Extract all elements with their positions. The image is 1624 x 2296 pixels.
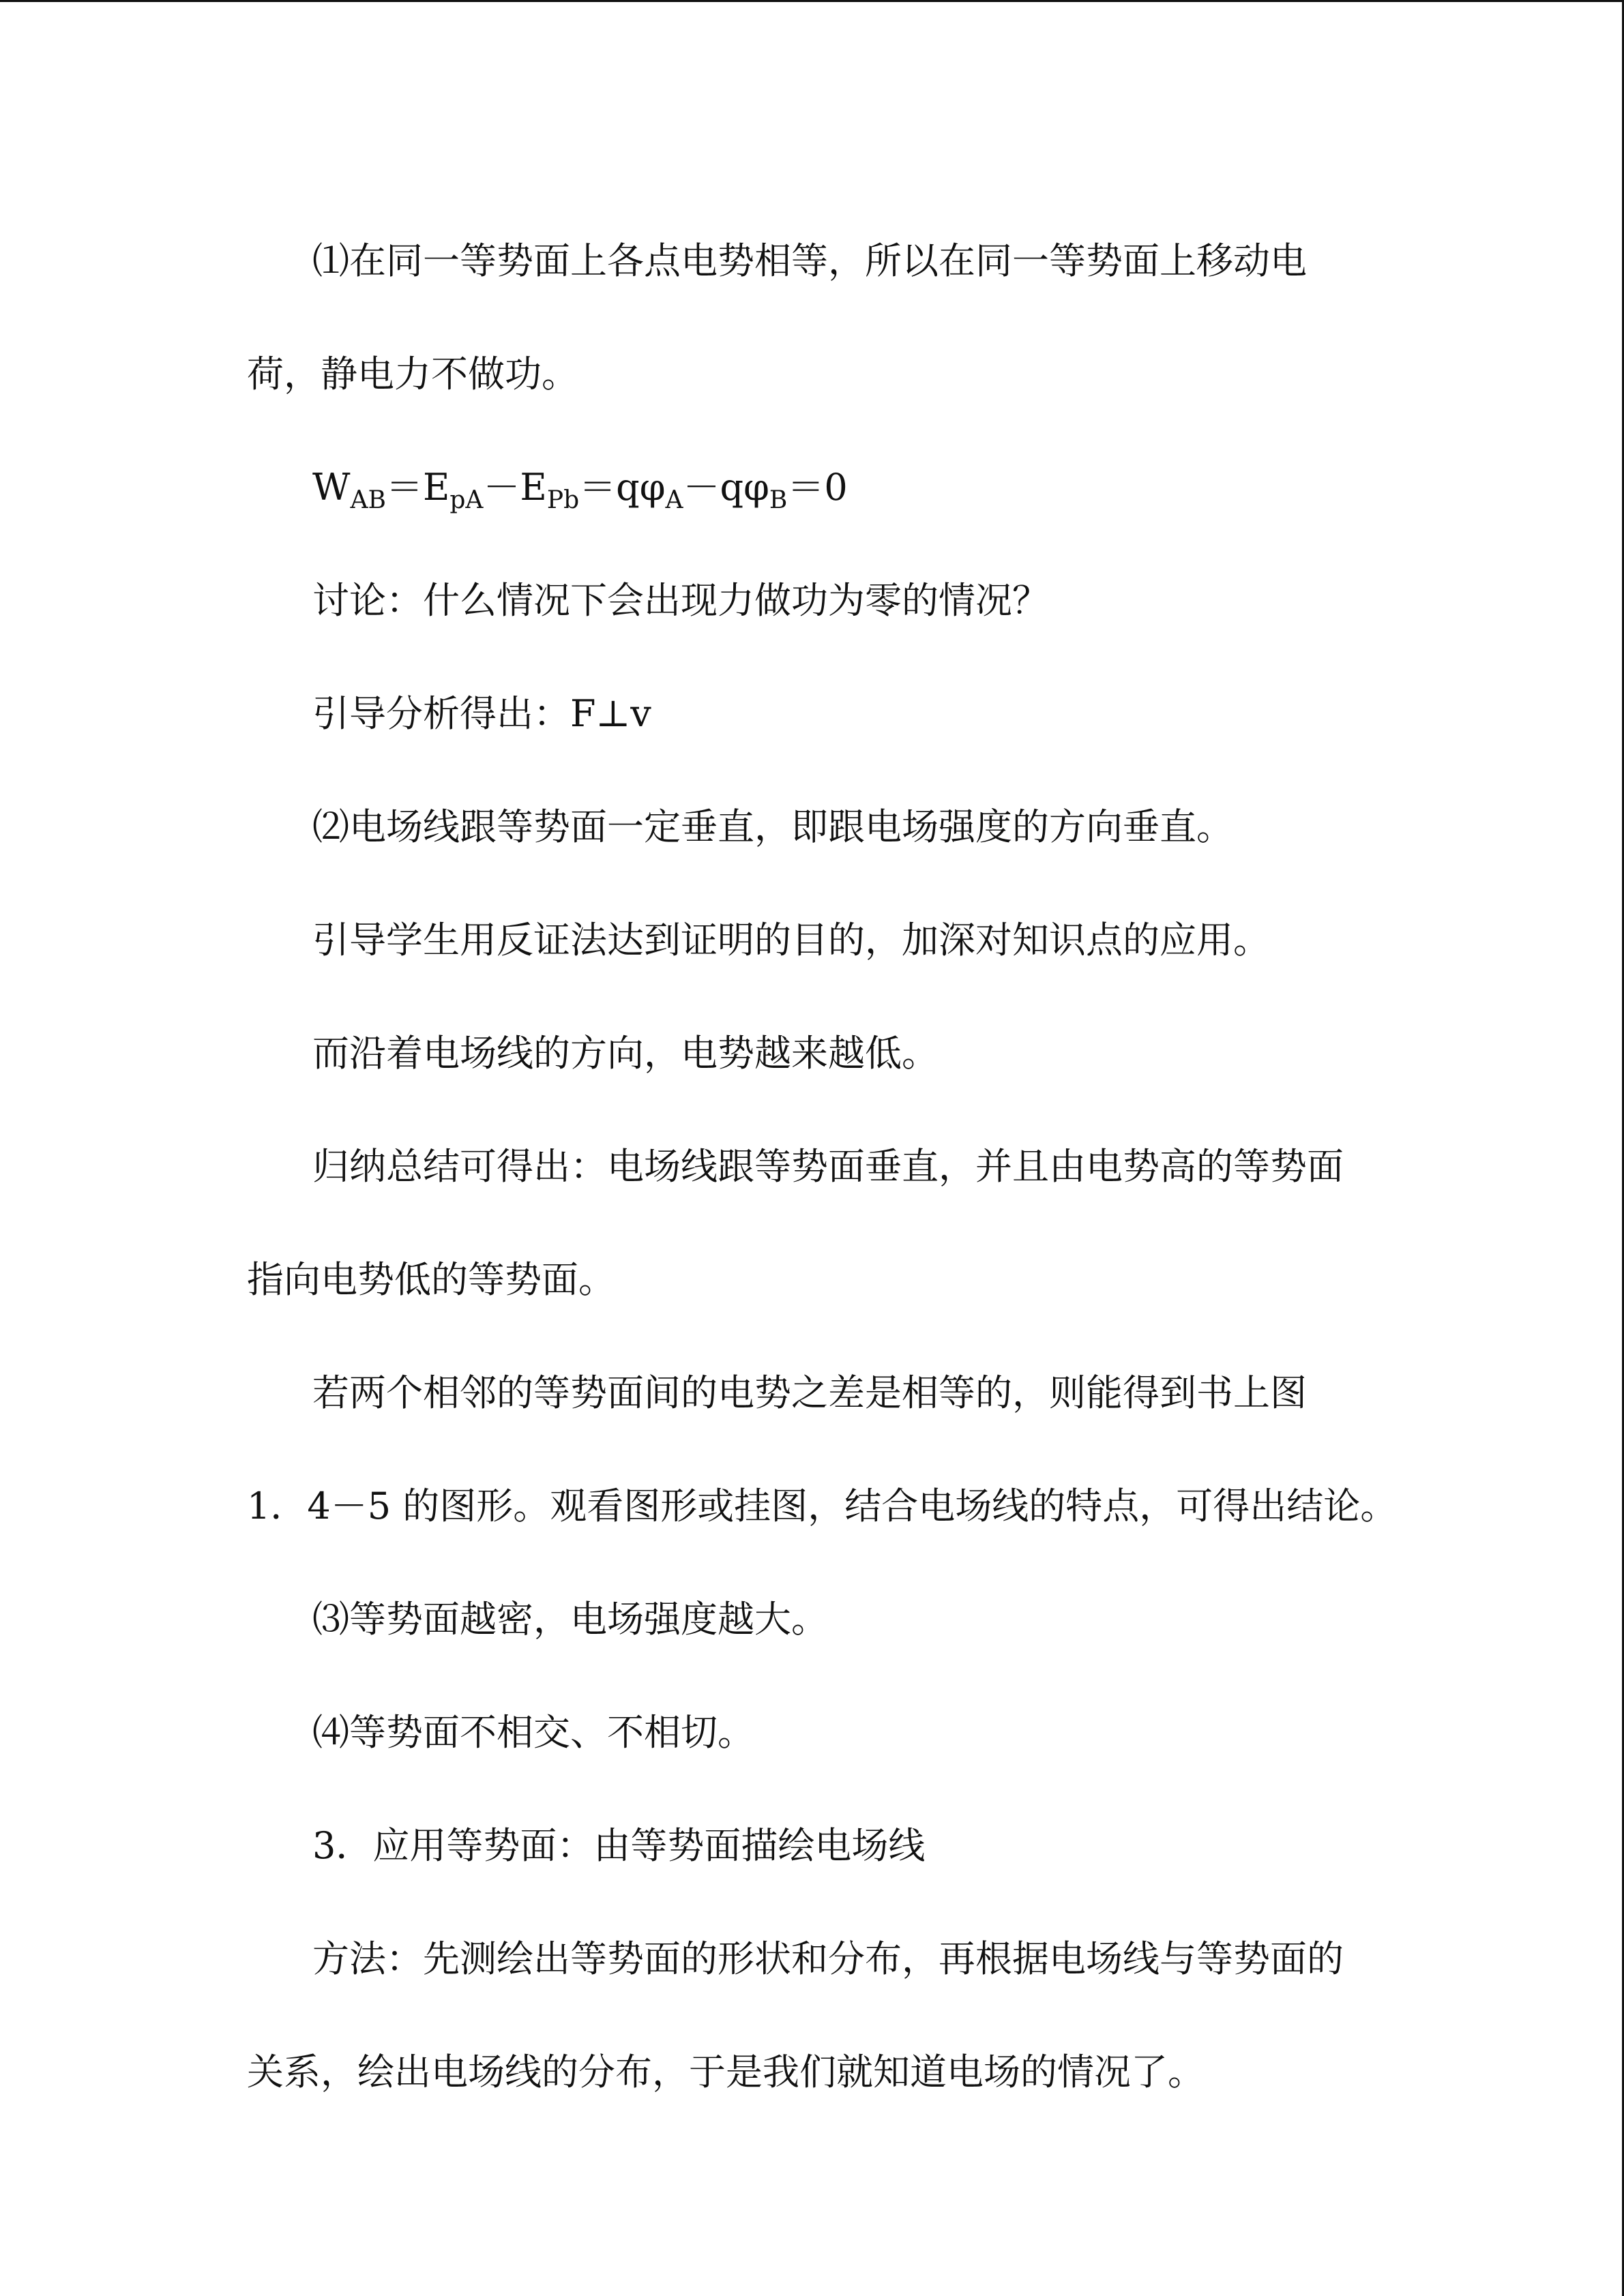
paragraph-line: ⑵电场线跟等势面一定垂直，即跟电场强度的方向垂直。	[312, 805, 1233, 848]
paragraph-potential-decrease	[247, 997, 1352, 1110]
paragraph-line: 关系，绘出电场线的分布，于是我们就知道电场的情况了。	[247, 2051, 1205, 2093]
paragraph-line: ⑶等势面越密，电场强度越大。	[312, 1598, 828, 1641]
formula-part: ＝qφ	[579, 466, 666, 509]
paragraph-line: 若两个相邻的等势面间的电势之差是相等的，则能得到书上图	[312, 1371, 1307, 1414]
section-heading-application	[247, 1789, 1352, 1903]
document-body	[247, 205, 1398, 2129]
formula-part: ＝E	[385, 466, 450, 509]
formula-part: －E	[483, 466, 547, 509]
formula-part: W	[312, 466, 351, 509]
paragraph-figure-reference	[247, 1337, 1398, 1563]
formula-subscript: B	[769, 486, 788, 514]
paragraph-point-3	[247, 1563, 1352, 1676]
formula-subscript: Pb	[546, 486, 580, 514]
work-formula	[247, 431, 1352, 544]
formula-subscript: pA	[449, 486, 484, 514]
paragraph-guided-analysis	[247, 657, 1352, 771]
paragraph-proof-method	[247, 884, 1352, 997]
paragraph-summary	[247, 1110, 1352, 1337]
paragraph-line: 而沿着电场线的方向，电势越来越低。	[312, 1032, 939, 1075]
paragraph-line: 荷，静电力不做功。	[247, 353, 578, 396]
paragraph-line: ⑷等势面不相交、不相切。	[312, 1711, 754, 1754]
paragraph-line: 引导学生用反证法达到证明的目的，加深对知识点的应用。	[312, 919, 1270, 961]
paragraph-line: 1．4－5 的图形。观看图形或挂图，结合电场线的特点，可得出结论。	[247, 1485, 1398, 1527]
formula-part: ＝0	[787, 466, 848, 509]
formula-subscript: AB	[350, 486, 386, 514]
formula-subscript: A	[665, 486, 683, 514]
paragraph-line: 讨论：什么情况下会出现力做功为零的情况？	[312, 579, 1049, 622]
paragraph-line: 3．应用等势面：由等势面描绘电场线	[312, 1824, 926, 1867]
paragraph-line: 指向电势低的等势面。	[247, 1258, 615, 1301]
formula-part: －qφ	[683, 466, 769, 509]
paragraph-method	[247, 1903, 1352, 2129]
paragraph-point-1	[247, 205, 1352, 431]
paragraph-line: ⑴在同一等势面上各点电势相等，所以在同一等势面上移动电	[312, 239, 1307, 282]
page-top-edge	[0, 0, 1624, 2]
paragraph-line: 方法：先测绘出等势面的形状和分布，再根据电场线与等势面的	[312, 1937, 1344, 1980]
paragraph-discussion	[247, 544, 1352, 657]
paragraph-point-4	[247, 1676, 1352, 1789]
paragraph-line: 归纳总结可得出：电场线跟等势面垂直，并且由电势高的等势面	[312, 1145, 1344, 1188]
paragraph-line: 引导分析得出：F⊥v	[312, 692, 651, 735]
paragraph-point-2	[247, 771, 1352, 884]
